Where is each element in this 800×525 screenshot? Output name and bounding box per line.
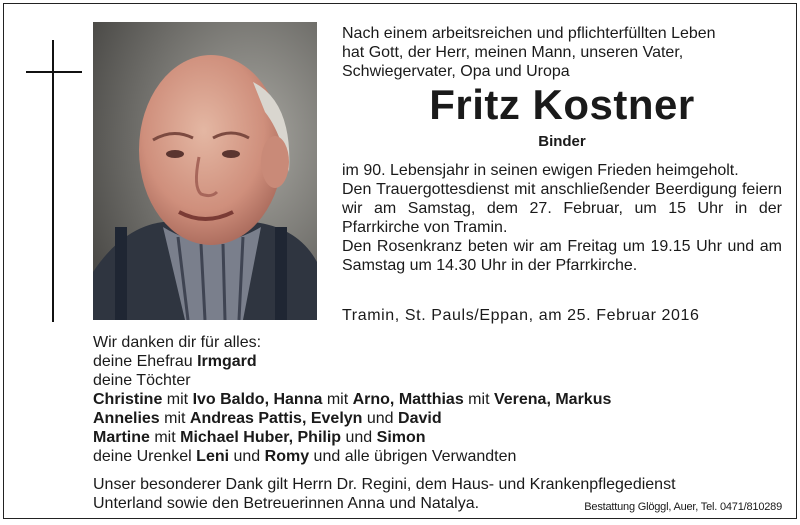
family-member: Michael Huber,	[180, 429, 294, 446]
portrait-photo	[93, 22, 317, 320]
family-member: Martine	[93, 429, 150, 446]
deceased-occupation: Binder	[538, 133, 586, 150]
connector: mit	[159, 410, 190, 427]
family-line	[93, 390, 783, 409]
body-paragraph: Den Rosenkranz beten wir am Freitag um 19.15 Uhr und am Samstag um 14.30 Uhr in der Pfarrkirche.	[342, 238, 782, 274]
wife-name: Irmgard	[197, 353, 257, 370]
connector: mit	[149, 429, 181, 446]
obituary-notice	[3, 3, 797, 519]
closing-line: Unterland sowie den Betreuerinnen Anna und Natalya.	[93, 495, 480, 512]
family-member: Simon	[376, 429, 426, 446]
family-member: Markus	[555, 391, 612, 408]
intro-line: Schwiegervater, Opa und Uropa	[342, 63, 570, 80]
family-member: Hanna	[273, 391, 323, 408]
wife-line	[93, 352, 783, 371]
wife-prefix: deine Ehefrau	[93, 353, 198, 370]
family-member: Andreas Pattis,	[189, 410, 307, 427]
family-member: Leni	[196, 448, 230, 465]
intro-text	[342, 24, 782, 81]
family-line	[93, 428, 783, 447]
intro-line: hat Gott, der Herr, meinen Mann, unseren Vater,	[342, 44, 684, 61]
family-member: Philip	[297, 429, 342, 446]
daughters-label: deine Töchter	[93, 372, 191, 389]
family-member: Romy	[264, 448, 310, 465]
grandchildren-line	[93, 447, 783, 466]
family-member: Christine	[93, 391, 163, 408]
family-member: Ivo Baldo,	[192, 391, 270, 408]
connector: und	[362, 410, 399, 427]
cross-horizontal-bar	[26, 71, 82, 73]
funeral-home-credit: Bestattung Glöggl, Auer, Tel. 0471/810289	[584, 501, 782, 513]
closing-line: Unser besonderer Dank gilt Herrn Dr. Regini, dem Haus- und Krankenpflegedienst	[93, 476, 676, 493]
family-member: Evelyn	[310, 410, 363, 427]
family-member: Annelies	[93, 410, 160, 427]
family-member: Arno,	[352, 391, 395, 408]
grandchildren-suffix: und alle übrigen Verwandten	[309, 448, 517, 465]
thanks-intro: Wir danken dir für alles:	[93, 334, 262, 351]
connector: und	[229, 448, 265, 465]
deceased-name: Fritz Kostner	[429, 81, 695, 128]
connector: mit	[162, 391, 193, 408]
family-line	[93, 409, 783, 428]
announcement-body	[342, 161, 782, 275]
cross-vertical-bar	[52, 40, 54, 322]
body-paragraph: Den Trauergottesdienst mit anschließender Beerdigung feiern wir am Samstag, dem 27. Februar, um 15 Uhr in der Pfarrkirche von Tramin.	[342, 181, 782, 236]
connector: mit	[322, 391, 353, 408]
connector: mit	[463, 391, 494, 408]
grandchildren-prefix: deine Urenkel	[93, 448, 197, 465]
place-and-date: Tramin, St. Pauls/Eppan, am 25. Februar 2016	[342, 307, 700, 324]
mourners-list	[93, 333, 783, 466]
body-paragraph: im 90. Lebensjahr in seinen ewigen Frieden heimgeholt.	[342, 162, 739, 179]
family-member: David	[398, 410, 442, 427]
intro-line: Nach einem arbeitsreichen und pflichterfüllten Leben	[342, 25, 716, 42]
connector: und	[341, 429, 377, 446]
family-member: Verena,	[493, 391, 551, 408]
family-member: Matthias	[398, 391, 464, 408]
